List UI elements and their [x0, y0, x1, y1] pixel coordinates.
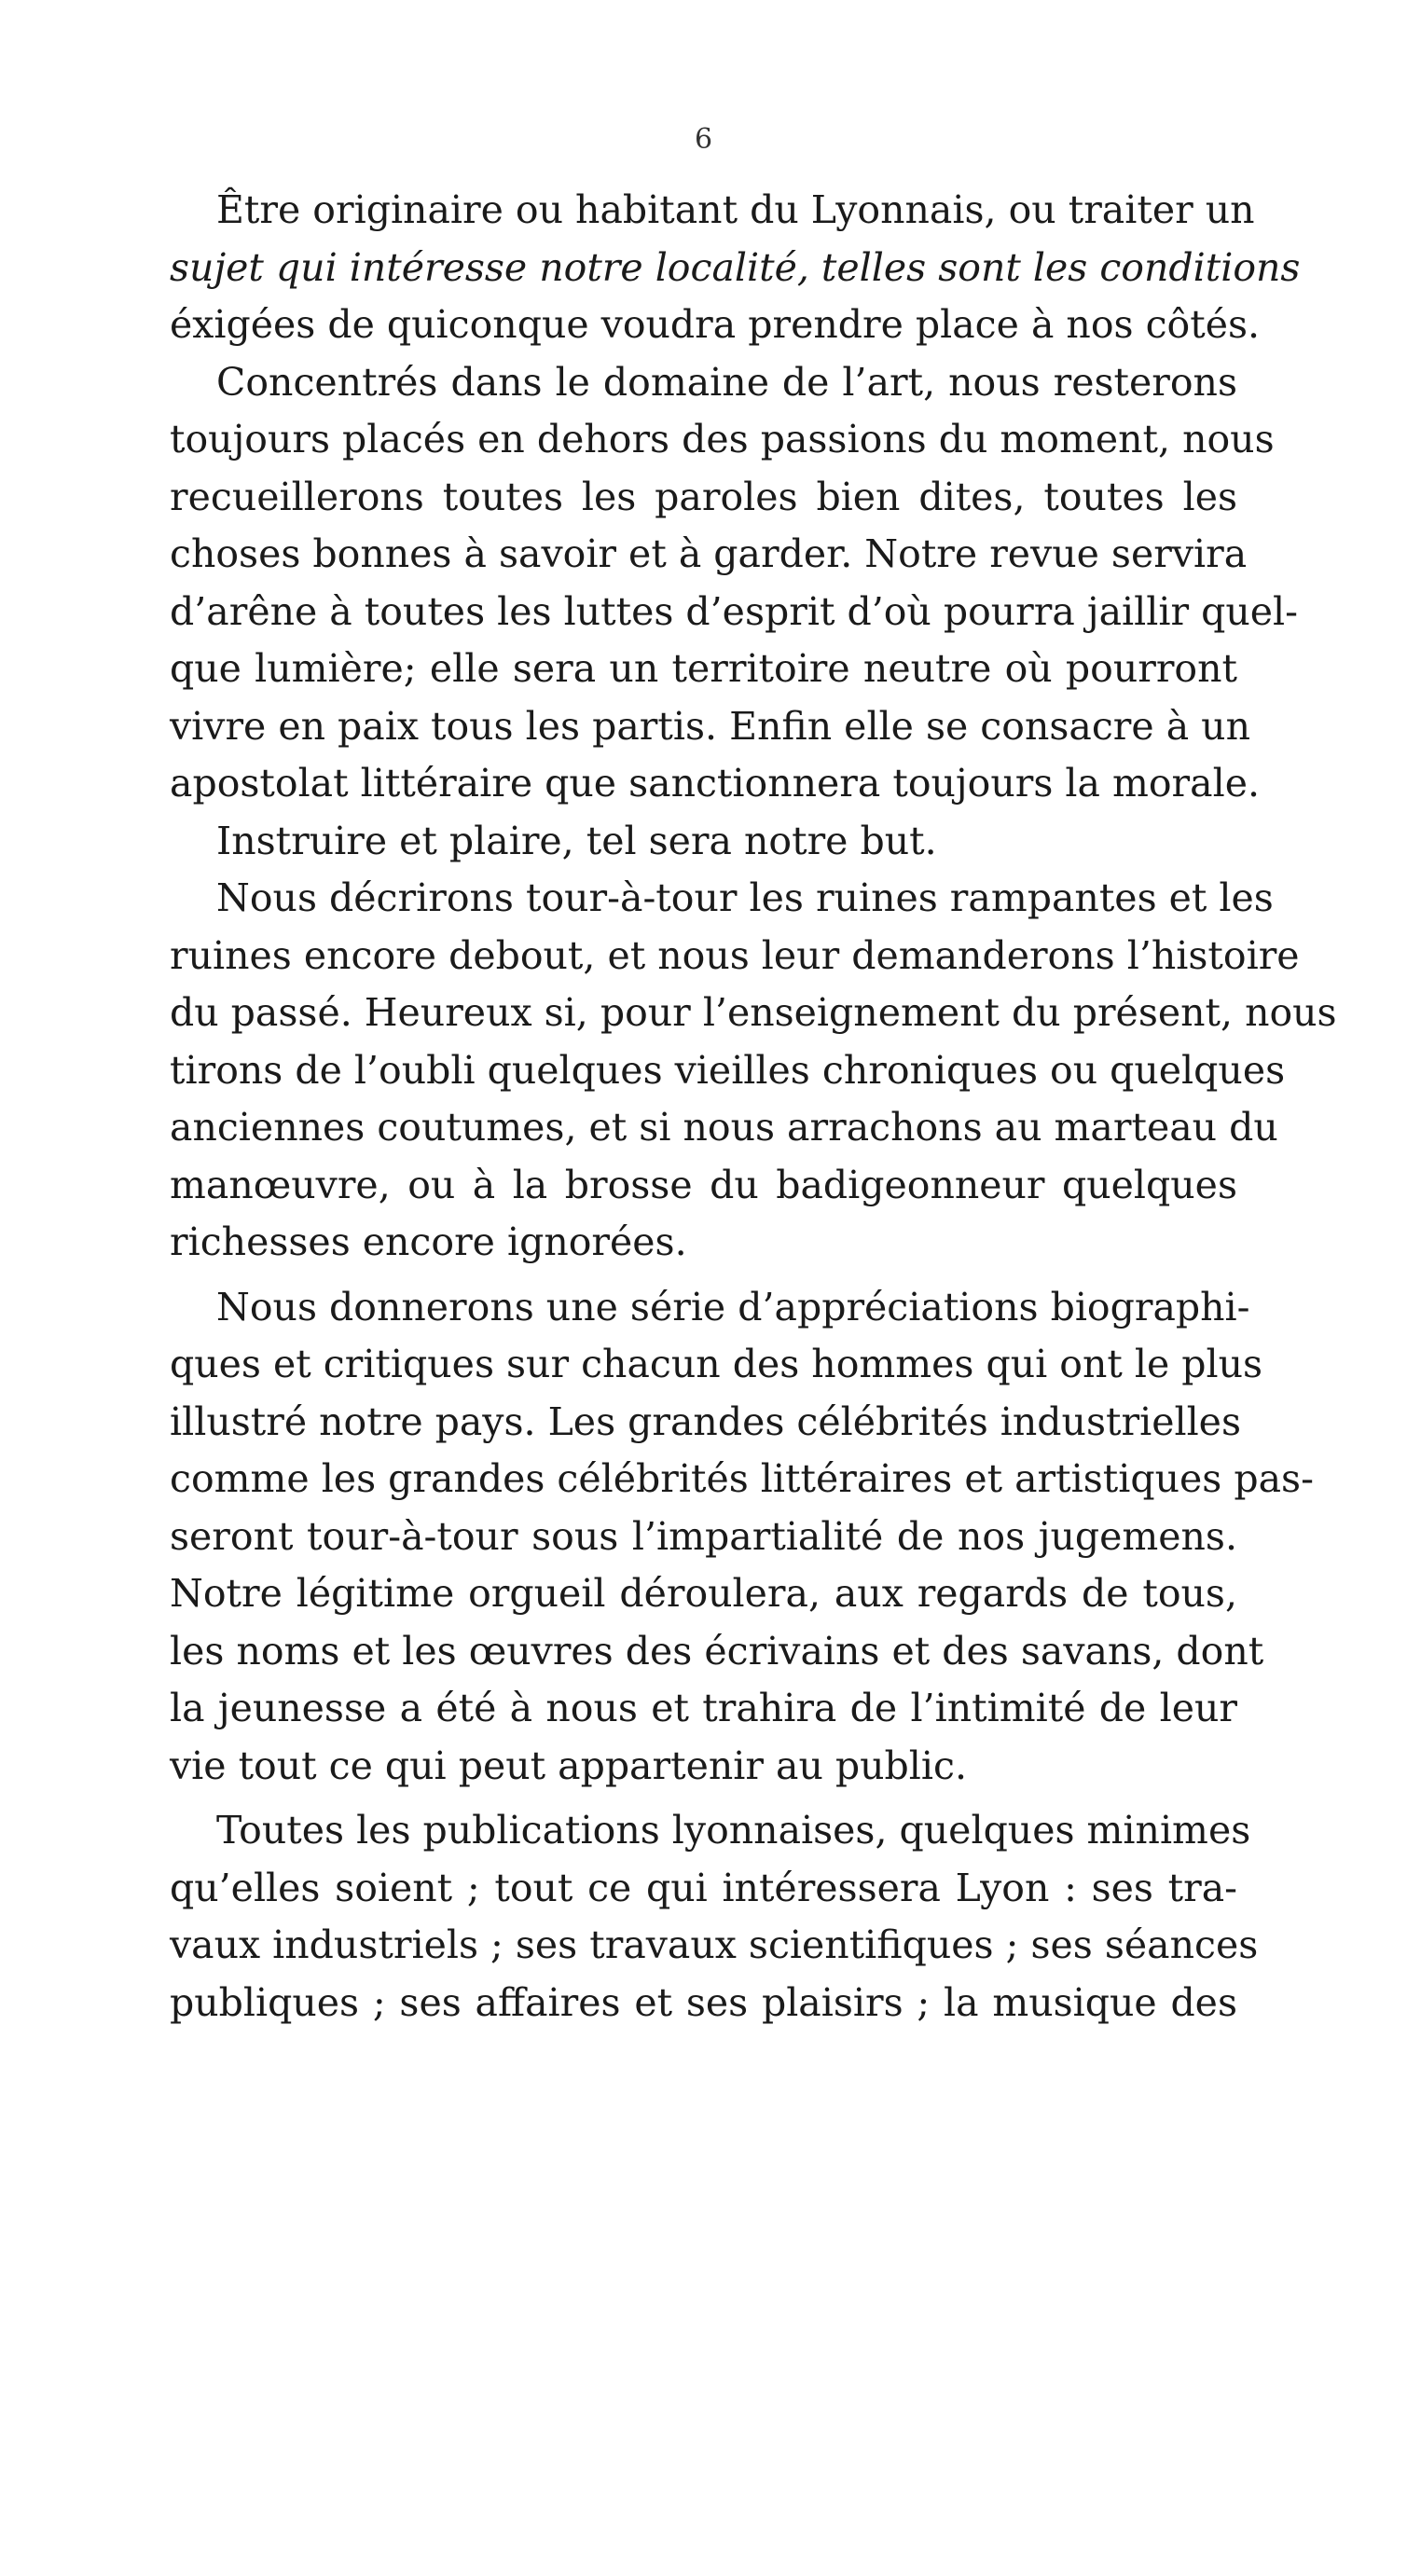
- text-line: tirons de l’oubli quelques vieilles chroniques ou quelques: [170, 1047, 1286, 1093]
- paragraph-6: [170, 1802, 1259, 2032]
- text-line: la jeunesse a été à nous et trahira de l’intimité de leur: [170, 1686, 1237, 1730]
- text-line: richesses encore ignorées.: [170, 1219, 687, 1264]
- text-line: vivre en paix tous les partis. Enfin elle se consacre à un: [170, 703, 1250, 749]
- text-line: Toutes les publications lyonnaises, quelques minimes: [216, 1808, 1251, 1853]
- text-line: toujours placés en dehors des passions du moment, nous: [170, 417, 1275, 461]
- text-line: seront tour-à-tour sous l’impartialité de nos jugemens.: [170, 1513, 1237, 1559]
- text-line: ques et critiques sur chacun des hommes qui ont le plus: [170, 1342, 1263, 1386]
- body-text: [170, 182, 1337, 2032]
- text-line: d’arêne à toutes les luttes d’esprit d’où pourra jaillir quel-: [170, 588, 1298, 634]
- text-line: Nous donnerons une série d’appréciations biographi-: [216, 1284, 1250, 1329]
- text-line: que lumière; elle sera un territoire neutre où pourront: [170, 646, 1237, 691]
- text-line: du passé. Heureux si, pour l’enseignement du présent, nous: [170, 990, 1337, 1035]
- text-line: ruines encore debout, et nous leur demanderons l’histoire: [170, 932, 1300, 978]
- text-line: qu’elles soient ; tout ce qui intéressera Lyon : ses tra-: [170, 1865, 1237, 1910]
- text-line: comme les grandes célébrités littéraires et artistiques pas-: [170, 1456, 1314, 1501]
- paragraph-3: [170, 813, 1237, 871]
- text-line: manœuvre, ou à la brosse du badigeonneur quelques: [170, 1162, 1237, 1207]
- text-line: vaux industriels ; ses travaux scientifiques ; ses séances: [170, 1922, 1259, 1967]
- text-line: Nous décrirons tour-à-tour les ruines rampantes et les: [216, 875, 1274, 920]
- text-line: Instruire et plaire, tel sera notre but.: [216, 818, 937, 863]
- paragraph-5: [170, 1279, 1314, 1796]
- paragraph-1: [170, 182, 1301, 354]
- paragraph-4: [170, 870, 1337, 1272]
- page-number: 6: [694, 123, 713, 156]
- text-line: Concentrés dans le domaine de l’art, nous resterons: [216, 359, 1237, 405]
- text-line: sujet qui intéresse notre localité, telles sont les conditions: [170, 244, 1301, 290]
- text-line: les noms et les œuvres des écrivains et des savans, dont: [170, 1628, 1264, 1674]
- text-line: Notre légitime orgueil déroulera, aux regards de tous,: [170, 1571, 1237, 1616]
- text-line: publiques ; ses affaires et ses plaisirs ; la musique des: [170, 1979, 1237, 2025]
- text-line: choses bonnes à savoir et à garder. Notre revue servira: [170, 531, 1248, 576]
- text-line: apostolat littéraire que sanctionnera toujours la morale.: [170, 761, 1261, 806]
- text-line: Être originaire ou habitant du Lyonnais, ou traiter un: [216, 187, 1255, 232]
- text-line: vie tout ce qui peut appartenir au public.: [170, 1743, 967, 1788]
- text-line: recueillerons toutes les paroles bien dites, toutes les: [170, 474, 1237, 519]
- text-line: éxigées de quiconque voudra prendre place à nos côtés.: [170, 302, 1261, 347]
- paragraph-2: [170, 354, 1298, 813]
- text-line: anciennes coutumes, et si nous arrachons au marteau du: [170, 1105, 1278, 1150]
- text-line: illustré notre pays. Les grandes célébrités industrielles: [170, 1398, 1241, 1444]
